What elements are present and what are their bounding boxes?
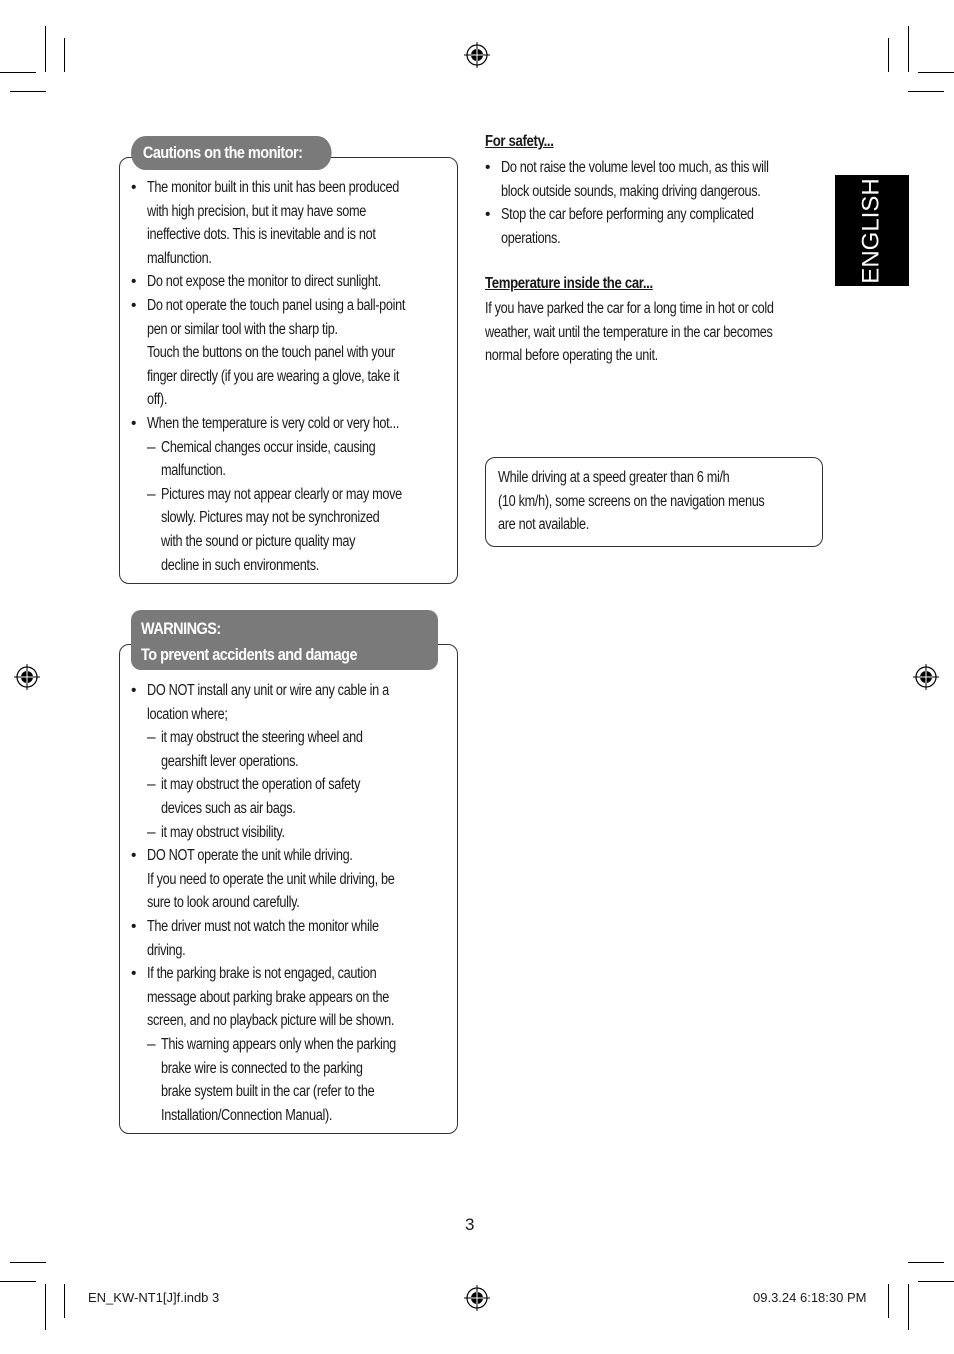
dash-icon: – — [147, 729, 156, 747]
bullet-icon: • — [131, 917, 137, 935]
bullet-icon: • — [131, 296, 137, 314]
text-line: off). — [147, 391, 168, 409]
text-line: Stop the car before performing any complicated — [501, 206, 754, 224]
text-line: it may obstruct the operation of safety — [161, 776, 361, 794]
sub-list-item — [147, 436, 449, 483]
sub-list-item — [147, 726, 449, 773]
text-line: brake wire is connected to the parking — [161, 1059, 363, 1077]
bullet-icon: • — [131, 682, 137, 699]
text-line: screen, and no playback picture will be shown. — [147, 1012, 395, 1030]
list-item — [131, 679, 449, 844]
list-item — [131, 294, 449, 412]
footer-timestamp: 09.3.24 6:18:30 PM — [753, 1290, 867, 1305]
text-line: it may obstruct visibility. — [161, 823, 285, 841]
sub-list-item — [147, 773, 449, 820]
list-item — [131, 962, 449, 1127]
text-line: Do not raise the volume level too much, as this will — [501, 159, 769, 176]
sub-list-item — [147, 1033, 449, 1127]
text-line: driving. — [147, 941, 186, 959]
sub-list-item — [147, 483, 449, 577]
text-line: with high precision, but it may have some — [147, 202, 366, 220]
text-line: message about parking brake appears on the — [147, 988, 390, 1006]
text-line: operations. — [501, 229, 561, 247]
text-line: block outside sounds, making driving dangerous. — [501, 182, 761, 200]
safety-heading: For safety... — [485, 133, 554, 150]
text-line: are not available. — [498, 516, 589, 534]
text-line: location where; — [147, 705, 228, 723]
text-line: If you have parked the car for a long time in hot or cold — [485, 300, 774, 317]
bullet-icon: • — [131, 179, 137, 196]
text-line: malfunction. — [147, 249, 212, 267]
text-line: When the temperature is very cold or very hot... — [147, 414, 399, 432]
text-line: normal before operating the unit. — [485, 347, 658, 365]
text-line: Pictures may not appear clearly or may move — [161, 485, 402, 503]
text-line: slowly. Pictures may not be synchronized — [161, 509, 380, 527]
registration-mark-icon — [913, 664, 939, 690]
footer-file-info: EN_KW-NT1[J]f.indb 3 — [88, 1290, 220, 1305]
list-item — [131, 270, 449, 294]
text-line: malfunction. — [161, 462, 226, 480]
text-line: The monitor built in this unit has been produced — [147, 179, 400, 196]
text-line: The driver must not watch the monitor while — [147, 917, 379, 935]
list-item — [131, 176, 449, 270]
text-line: If you need to operate the unit while driving, be — [147, 870, 395, 888]
dash-icon: – — [147, 438, 156, 456]
list-item — [485, 203, 825, 250]
text-line: pen or similar tool with the sharp tip. — [147, 320, 338, 338]
text-line: Do not operate the touch panel using a ball-point — [147, 296, 406, 314]
warnings-list — [131, 679, 449, 1127]
bullet-icon: • — [485, 159, 491, 176]
text-line: devices such as air bags. — [161, 799, 296, 817]
text-line: with the sound or picture quality may — [161, 532, 356, 550]
text-line: sure to look around carefully. — [147, 894, 300, 912]
bullet-icon: • — [485, 206, 491, 224]
text-line: gearshift lever operations. — [161, 752, 299, 770]
text-line: Do not expose the monitor to direct sunlight. — [147, 273, 381, 291]
warnings-title-line1: WARNINGS: — [141, 619, 221, 638]
bullet-icon: • — [131, 847, 137, 865]
text-line: Touch the buttons on the touch panel with your — [147, 344, 395, 362]
bullet-icon: • — [131, 965, 137, 983]
sub-list-item — [147, 821, 449, 845]
warnings-title-line2: To prevent accidents and damage — [141, 645, 357, 664]
text-line: finger directly (if you are wearing a glove, take it — [147, 367, 400, 385]
temperature-heading: Temperature inside the car... — [485, 275, 653, 292]
bullet-icon: • — [131, 273, 137, 291]
cautions-title: Cautions on the monitor: — [131, 136, 332, 170]
text-line: weather, wait until the temperature in the car becomes — [485, 323, 773, 341]
temperature-paragraph — [485, 297, 825, 368]
text-line: This warning appears only when the parking — [161, 1035, 396, 1053]
text-line: (10 km/h), some screens on the navigation menus — [498, 492, 765, 510]
text-line: Installation/Connection Manual). — [161, 1106, 333, 1124]
dash-icon: – — [147, 776, 156, 794]
registration-mark-icon — [14, 664, 40, 690]
warnings-title — [131, 610, 438, 670]
list-item — [131, 412, 449, 577]
language-tab-label: ENGLISH — [858, 177, 885, 284]
dash-icon: – — [147, 1035, 156, 1053]
registration-mark-icon — [464, 1285, 490, 1311]
text-line: DO NOT operate the unit while driving. — [147, 847, 353, 865]
cautions-list — [131, 176, 449, 577]
bullet-icon: • — [131, 414, 137, 432]
note-text — [498, 466, 818, 537]
dash-icon: – — [147, 485, 156, 503]
text-line: ineffective dots. This is inevitable and is not — [147, 226, 376, 244]
list-item — [131, 844, 449, 915]
text-line: If the parking brake is not engaged, caution — [147, 965, 377, 983]
list-item — [485, 156, 825, 203]
text-line: it may obstruct the steering wheel and — [161, 729, 363, 747]
text-line: decline in such environments. — [161, 556, 319, 574]
text-line: brake system built in the car (refer to the — [161, 1083, 375, 1101]
text-line: While driving at a speed greater than 6 mi/h — [498, 469, 730, 486]
dash-icon: – — [147, 823, 156, 841]
list-item — [131, 915, 449, 962]
text-line: Chemical changes occur inside, causing — [161, 438, 376, 456]
safety-list — [485, 156, 825, 250]
registration-mark-icon — [464, 42, 490, 68]
language-tab — [835, 175, 909, 286]
page-number: 3 — [465, 1215, 475, 1234]
text-line: DO NOT install any unit or wire any cable in a — [147, 682, 389, 699]
